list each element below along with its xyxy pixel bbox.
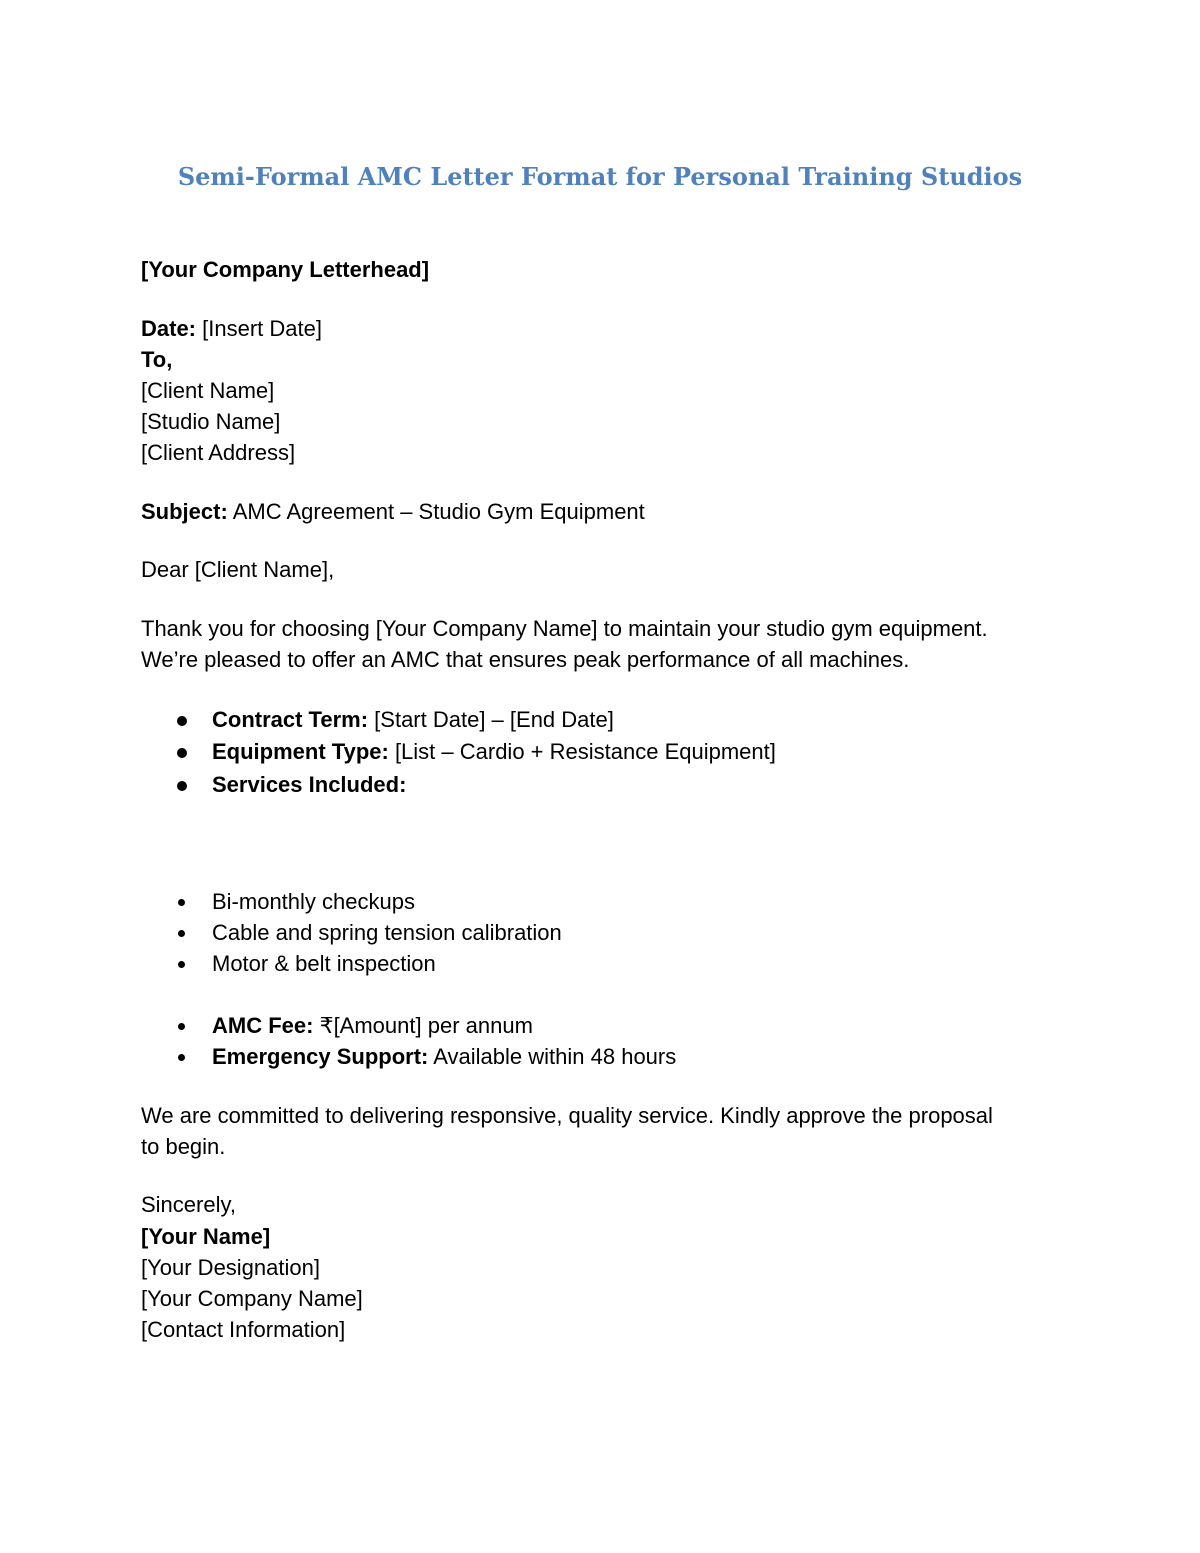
service-text: Motor & belt inspection xyxy=(212,951,436,976)
bullet-icon xyxy=(178,930,185,937)
bullet-icon xyxy=(178,1023,185,1030)
bullet-icon xyxy=(178,961,185,968)
fee-label: AMC Fee: xyxy=(212,1013,314,1038)
term-label: Services Included: xyxy=(212,772,407,797)
fee-label: Emergency Support: xyxy=(212,1044,429,1069)
closing-line-2: to begin. xyxy=(141,1134,226,1159)
page-title: Semi-Formal AMC Letter Format for Personal Training Studios xyxy=(177,162,1023,191)
bullet-icon xyxy=(178,899,185,906)
term-label: Equipment Type: xyxy=(212,739,389,764)
service-text: Cable and spring tension calibration xyxy=(212,920,562,945)
subject-line xyxy=(141,496,645,527)
closing-line-1: We are committed to delivering responsive, quality service. Kindly approve the proposal xyxy=(141,1103,993,1128)
letterhead: [Your Company Letterhead] xyxy=(141,257,430,282)
signer-company: [Your Company Name] xyxy=(141,1286,363,1311)
studio-name: [Studio Name] xyxy=(141,409,281,434)
term-value: [List – Cardio + Resistance Equipment] xyxy=(388,739,776,764)
service-text: Bi-monthly checkups xyxy=(212,889,415,914)
subject-label: Subject: xyxy=(141,499,228,524)
term-value: [Start Date] – [End Date] xyxy=(368,707,614,732)
signer-contact: [Contact Information] xyxy=(141,1317,346,1342)
intro-line-1: Thank you for choosing [Your Company Name] to maintain your studio gym equipment. xyxy=(141,616,988,641)
fee-value: Available within 48 hours xyxy=(428,1044,677,1069)
intro-line-2: We’re pleased to offer an AMC that ensures peak performance of all machines. xyxy=(141,647,910,672)
salutation: Sincerely, xyxy=(141,1192,236,1217)
term-label: Contract Term: xyxy=(212,707,369,732)
subject-value: AMC Agreement – Studio Gym Equipment xyxy=(227,499,645,524)
signer-name: [Your Name] xyxy=(141,1224,271,1249)
bullet-icon xyxy=(177,748,187,758)
date-label: Date: xyxy=(141,316,197,341)
bullet-icon xyxy=(177,716,187,726)
date-line xyxy=(141,313,322,344)
signer-designation: [Your Designation] xyxy=(141,1255,320,1280)
to-label: To, xyxy=(141,347,173,372)
client-address: [Client Address] xyxy=(141,440,296,465)
date-value: [Insert Date] xyxy=(196,316,322,341)
bullet-icon xyxy=(178,1054,185,1061)
greeting: Dear [Client Name], xyxy=(141,557,335,582)
bullet-icon xyxy=(177,781,187,791)
fee-value: ₹[Amount] per annum xyxy=(313,1013,533,1038)
client-name: [Client Name] xyxy=(141,378,275,403)
